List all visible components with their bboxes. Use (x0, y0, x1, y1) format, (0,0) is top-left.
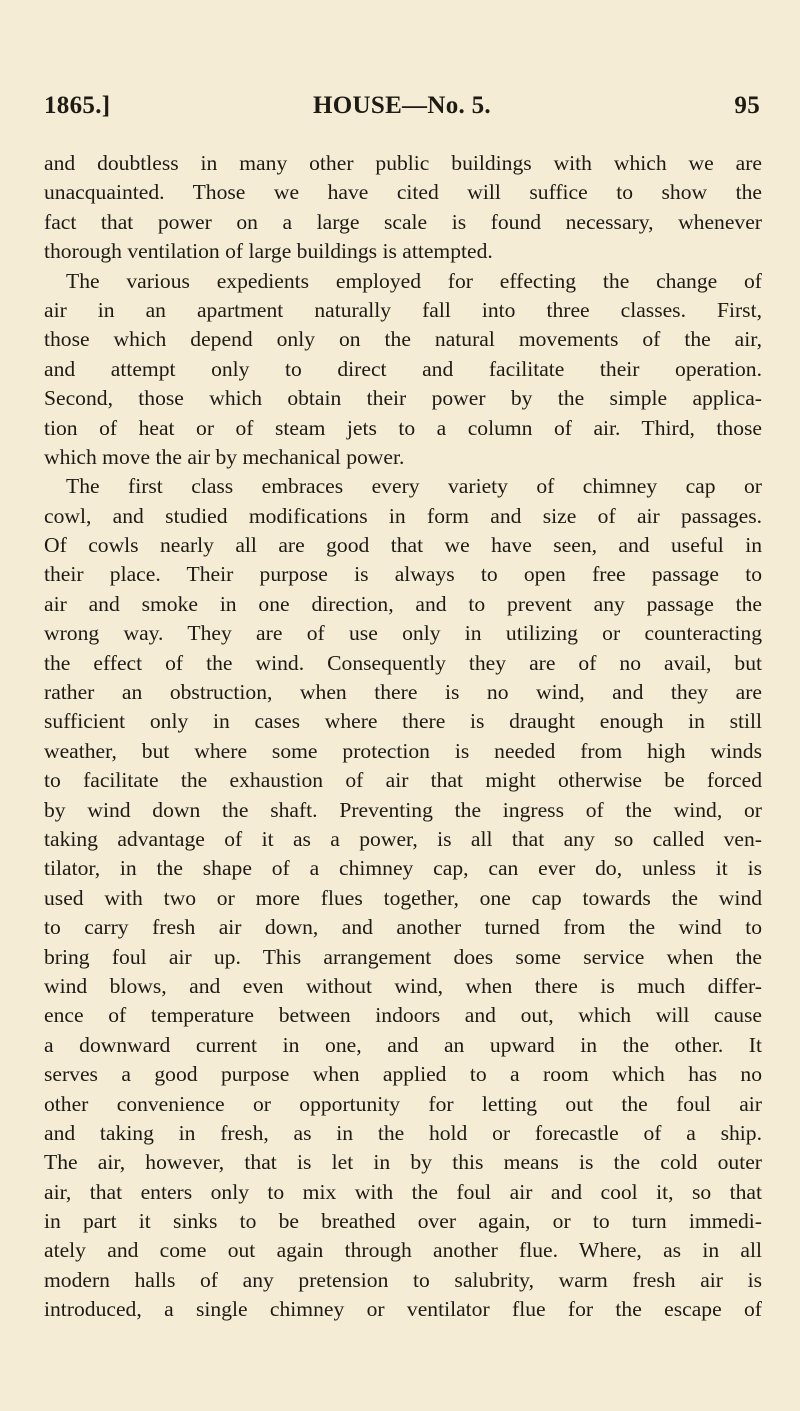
text-line: rather an obstruction, when there is no wind, and they are (44, 680, 762, 705)
text-line: The air, however, that is let in by this means is the cold outer (44, 1150, 762, 1175)
text-line: the effect of the wind. Consequently they are of no avail, but (44, 650, 762, 675)
text-line: thorough ventilation of large buildings is attempted. (44, 239, 493, 264)
text-line: taking advantage of it as a power, is all that any so called ven- (44, 826, 762, 851)
text-line: air in an apartment naturally fall into three classes. First, (44, 297, 762, 322)
text-line: those which depend only on the natural movements of the air, (44, 327, 762, 352)
text-line: and doubtless in many other public buildings with which we are (44, 151, 762, 175)
header-title: HOUSE—No. 5. (313, 92, 491, 119)
text-line: Of cowls nearly all are good that we have seen, and useful in (44, 533, 762, 558)
header-year: 1865.] (44, 92, 111, 119)
text-line: and taking in fresh, as in the hold or forecastle of a ship. (44, 1120, 762, 1145)
text-line: modern halls of any pretension to salubrity, warm fresh air is (44, 1267, 762, 1292)
text-line: serves a good purpose when applied to a room which has no (44, 1062, 762, 1087)
text-line: ence of temperature between indoors and out, which will cause (44, 1003, 762, 1028)
page-number: 95 (734, 92, 760, 119)
text-line: in part it sinks to be breathed over again, or to turn immedi- (44, 1209, 762, 1234)
text-line: to carry fresh air down, and another turned from the wind to (44, 915, 762, 940)
text-line: cowl, and studied modifications in form and size of air passages. (44, 503, 762, 528)
text-line: which move the air by mechanical power. (44, 444, 405, 469)
text-line: wind blows, and even without wind, when there is much differ- (44, 973, 762, 998)
text-line: to facilitate the exhaustion of air that might otherwise be forced (44, 768, 762, 793)
text-line: bring foul air up. This arrangement does some service when the (44, 944, 762, 969)
text-line: Second, those which obtain their power by the simple applica- (44, 386, 762, 411)
running-head (44, 92, 760, 128)
text-line: their place. Their purpose is always to open free passage to (44, 562, 762, 587)
text-line: tion of heat or of steam jets to a column of air. Third, those (44, 415, 762, 440)
text-line: by wind down the shaft. Preventing the ingress of the wind, or (44, 797, 762, 822)
text-line: air and smoke in one direction, and to prevent any passage the (44, 591, 762, 616)
text-line: The various expedients employed for effecting the change of (66, 268, 762, 293)
text-line: and attempt only to direct and facilitate their operation. (44, 356, 762, 381)
text-line: other convenience or opportunity for letting out the foul air (44, 1091, 762, 1116)
text-line: introduced, a single chimney or ventilator flue for the escape of (44, 1297, 762, 1322)
text-line: wrong way. They are of use only in utilizing or counteracting (44, 621, 762, 646)
text-line: a downward current in one, and an upward in the other. It (44, 1032, 762, 1057)
text-line: ately and come out again through another flue. Where, as in all (44, 1238, 762, 1263)
text-line: fact that power on a large scale is found necessary, whenever (44, 209, 762, 234)
text-line: used with two or more flues together, one cap towards the wind (44, 885, 762, 910)
text-line: sufficient only in cases where there is draught enough in still (44, 709, 762, 734)
text-line: tilator, in the shape of a chimney cap, can ever do, unless it is (44, 856, 762, 881)
body-text (44, 149, 762, 1325)
text-line: unacquainted. Those we have cited will suffice to show the (44, 180, 762, 205)
text-line: weather, but where some protection is needed from high winds (44, 738, 762, 763)
text-line: The first class embraces every variety of chimney cap or (66, 474, 762, 499)
text-line: air, that enters only to mix with the foul air and cool it, so that (44, 1179, 762, 1204)
